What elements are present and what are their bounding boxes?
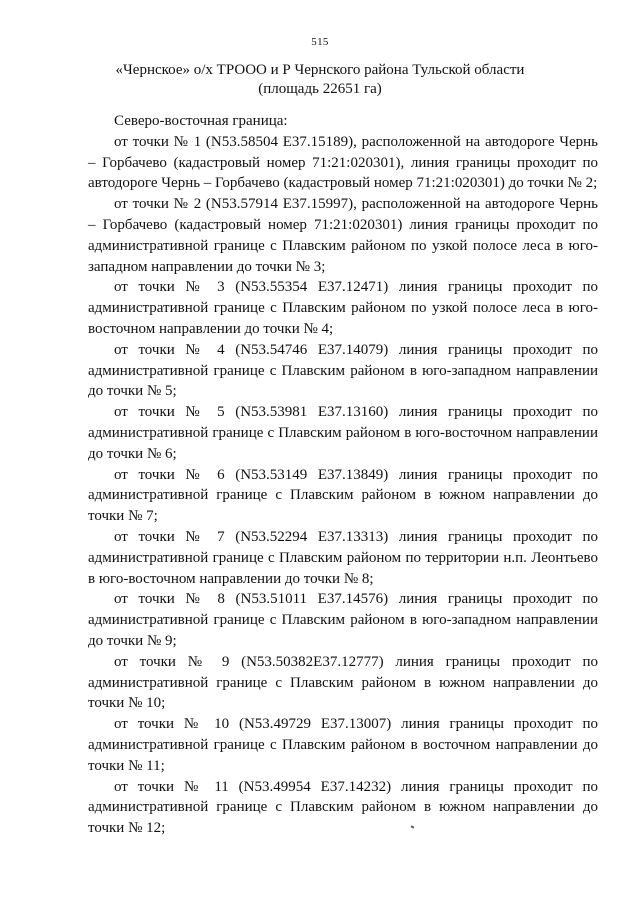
document-title	[80, 61, 560, 99]
title-line-1: «Чернское» о/х ТРООО и Р Чернского района Тульской области	[115, 62, 525, 78]
boundary-paragraph: от точки № 1 (N53.58504 E37.15189), расположенной на автодороге Чернь – Горбачево (кадастровый номер 71:21:020301), линия границы проходит по автодороге Чернь – Горбачево (кадастровый номер 71:21:020301) до точки № 2;	[88, 133, 598, 192]
boundary-paragraph: от точки № 2 (N53.57914 E37.15997), расположенной на автодороге Чернь – Горбачево (кадастровый номер 71:21:020301) линия границы проходит по административной границе с Плавским районом по узкой полосе леса в юго-западном направлении до точки № 3;	[88, 196, 598, 275]
boundary-paragraph: от точки № 10 (N53.49729 E37.13007) линия границы проходит по административной границе с Плавским районом в восточном направлении до точки № 11;	[88, 716, 598, 774]
boundary-paragraph: от точки № 7 (N53.52294 E37.13313) линия границы проходит по административной границе с Плавским районом по территории н.п. Леонтьево в юго-восточном направлении до точки № 8;	[88, 528, 598, 587]
boundary-paragraph: от точки № 3 (N53.55354 E37.12471) линия границы проходит по административной границе с Плавским районом по узкой полосе леса в юго-восточном направлении до точки № 4;	[88, 279, 598, 337]
title-line-2: (площадь 22651 га)	[258, 81, 382, 97]
boundary-paragraph: от точки № 9 (N53.50382E37.12777) линия границы проходит по административной границе с Плавским районом в южном направлении до точки № 10;	[88, 653, 598, 712]
page-number: 515	[311, 36, 329, 48]
boundary-paragraph: от точки № 4 (N53.54746 E37.14079) линия границы проходит по административной границе с Плавским районом в юго-западном направлении до точки № 5;	[88, 341, 598, 400]
section-heading: Северо-восточная граница:	[114, 113, 288, 129]
boundary-paragraph: от точки № 5 (N53.53981 E37.13160) линия границы проходит по административной границе с Плавским районом в юго-восточном направлении до точки № 6;	[88, 404, 598, 462]
boundary-paragraph: от точки № 6 (N53.53149 E37.13849) линия границы проходит по административной границе с Плавским районом в южном направлении до точки № 7;	[88, 466, 598, 525]
boundary-paragraph: от точки № 8 (N53.51011 E37.14576) линия границы проходит по административной границе с Плавским районом в юго-западном направлении до точки № 9;	[88, 591, 598, 649]
boundary-paragraph: от точки № 11 (N53.49954 E37.14232) линия границы проходит по административной границе с Плавским районом в южном направлении до точки № 12;	[88, 778, 598, 837]
document-body	[88, 111, 598, 839]
